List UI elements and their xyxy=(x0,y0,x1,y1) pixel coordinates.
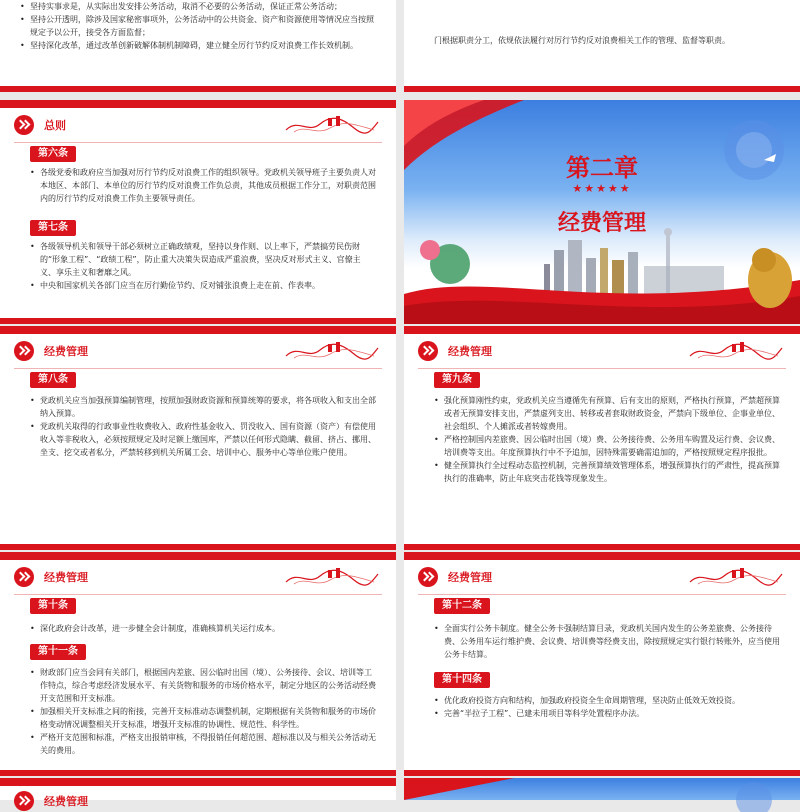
bottom-red-bar xyxy=(0,86,396,92)
slide-article-8 xyxy=(0,326,396,550)
article-list xyxy=(434,694,780,720)
bottom-red-bar xyxy=(404,86,800,92)
bottom-red-bar xyxy=(404,544,800,550)
header-divider xyxy=(14,594,382,595)
slide-general-provisions xyxy=(0,100,396,324)
article-list xyxy=(434,394,780,485)
double-chevron-icon xyxy=(418,567,438,587)
wave-ornament-icon xyxy=(284,114,380,136)
list-item: • 坚持实事求是，从实际出发安排公务活动，取消不必要的公务活动，保证正常公务活动； xyxy=(20,0,380,13)
top-left-list xyxy=(20,0,380,52)
list-item: • 严格开支范围和标准，严格支出报销审核，不得报销任何超范围、超标准以及与相关公务活动无关的费用。 xyxy=(30,731,376,757)
double-chevron-icon xyxy=(14,341,34,361)
top-red-bar xyxy=(0,100,396,108)
slide-header xyxy=(418,566,492,588)
article-list xyxy=(434,622,780,661)
list-item: • 党政机关取得的行政事业性收费收入、政府性基金收入、罚没收入、国有资源（资产）有偿使用收入等非税收入，必须按照规定及时足额上缴国库，严禁以任何形式隐瞒、截留、挤占、挪用、坐支、挖交或者私分，严禁转移到机关所属工会、培训中心、服务中心等单位账户使用。 xyxy=(30,420,376,459)
top-red-bar xyxy=(404,326,800,334)
list-item: • 坚持深化改革，通过改革创新破解体制机制障碍，建立健全厉行节约反对浪费工作长效机制。 xyxy=(20,39,380,52)
chapter-number: 第二章 xyxy=(566,154,638,182)
wave-ornament-icon xyxy=(688,340,784,362)
bottom-red-bar xyxy=(0,318,396,324)
slide-article-12-14 xyxy=(404,552,800,776)
list-item: • 完善“半拉子工程”、已建未用项目等科学处置程序办法。 xyxy=(434,707,780,720)
slide-header xyxy=(14,114,66,136)
list-item: • 加强相关开支标准之间的衔接，完善开支标准动态调整机制，定期根据有关货物和服务的市场价格变动情况调整相关开支标准，增强开支标准的协调性、规范性、科学性。 xyxy=(30,705,376,731)
list-item: • 健全预算执行全过程动态监控机制，完善预算绩效管理体系，增强预算执行的严肃性，提高预算执行的准确率，防止年底突击花钱等现象发生。 xyxy=(434,459,780,485)
bottom-red-bar xyxy=(404,770,800,776)
slide-title: 总则 xyxy=(44,119,66,132)
bottom-red-bar xyxy=(0,770,396,776)
slide-header xyxy=(14,566,88,588)
slide-title: 经费管理 xyxy=(44,571,88,584)
top-right-text: 门根据职责分工，依规依法履行对厉行节约反对浪费相关工作的管理、监督等职责。 xyxy=(434,36,730,45)
article-tag: 第八条 xyxy=(30,372,76,388)
slide-top-left xyxy=(0,0,396,92)
list-item: • 严格控制国内差旅费、因公临时出国（境）费、公务接待费、公务用车购置及运行费、会议费、培训费等支出。年度预算执行中不予追加，因特殊需要确需追加的，严格按照规定程序报批。 xyxy=(434,433,780,459)
top-red-bar xyxy=(0,778,396,786)
slide-article-9 xyxy=(404,326,800,550)
slide-bottom-right xyxy=(404,778,800,800)
top-red-bar xyxy=(404,552,800,560)
wave-ornament-icon xyxy=(284,566,380,588)
slide-top-right xyxy=(404,0,800,92)
chapter-title: 经费管理 xyxy=(557,211,646,236)
slide-article-10-11 xyxy=(0,552,396,776)
list-item: • 坚持公开透明，除涉及国家秘密事项外，公务活动中的公共资金、资产和资源使用等情况应当按照规定予以公开，接受各方面监督； xyxy=(20,13,380,39)
slide-title: 经费管理 xyxy=(448,571,492,584)
header-divider xyxy=(14,142,382,143)
double-chevron-icon xyxy=(14,567,34,587)
slide-header xyxy=(14,340,88,362)
list-item: • 深化政府会计改革，进一步健全会计制度，准确核算机关运行成本。 xyxy=(30,622,376,635)
article-tag: 第十二条 xyxy=(434,598,490,614)
slide-title: 经费管理 xyxy=(44,795,88,808)
article-tag: 第七条 xyxy=(30,220,76,236)
list-item: • 财政部门应当会同有关部门，根据国内差旅、因公临时出国（境）、公务接待、会议、培训等工作特点，综合考虑经济发展水平、有关货物和服务的市场价格水平，制定分地区的公务活动经费开支范围和开支标准。 xyxy=(30,666,376,705)
list-item: • 各级领导机关和领导干部必须树立正确政绩观，坚持以身作则、以上率下，严禁搞劳民伤财的“形象工程”、“政绩工程”，防止重大决策失误造成严重浪费，坚决反对形式主义、官僚主义、享乐主义和奢靡之风。 xyxy=(30,240,376,279)
article-list xyxy=(30,394,376,459)
article-list xyxy=(30,240,376,292)
header-divider xyxy=(418,594,786,595)
bottom-red-bar xyxy=(0,544,396,550)
top-red-bar xyxy=(0,326,396,334)
header-divider xyxy=(418,368,786,369)
slide-header xyxy=(418,340,492,362)
article-list xyxy=(30,166,376,205)
slide-chapter-two xyxy=(404,100,800,324)
double-chevron-icon xyxy=(418,341,438,361)
slide-header xyxy=(14,790,88,812)
wave-ornament-icon xyxy=(284,340,380,362)
article-list xyxy=(30,622,376,635)
double-chevron-icon xyxy=(14,791,34,811)
list-item: • 强化预算刚性约束，党政机关应当遵循先有预算、后有支出的原则，严格执行预算，严禁超预算或者无预算安排支出，严禁虚列支出、转移或者套取财政资金，严禁向下级单位、企事业单位、社会组织、个人摊派或者转嫁费用。 xyxy=(434,394,780,433)
slide-bottom-left xyxy=(0,778,396,808)
article-tag: 第十四条 xyxy=(434,672,490,688)
list-item: • 优化政府投资方向和结构，加强政府投资全生命周期管理，坚决防止低效无效投资。 xyxy=(434,694,780,707)
list-item: • 各级党委和政府应当加强对厉行节约反对浪费工作的组织领导。党政机关领导班子主要负责人对本地区、本部门、本单位的厉行节约反对浪费工作负总责，其他成员根据工作分工，对职责范围内的厉行节约反对浪费工作负主要领导责任。 xyxy=(30,166,376,205)
wave-ornament-icon xyxy=(688,566,784,588)
article-tag: 第六条 xyxy=(30,146,76,162)
double-chevron-icon xyxy=(14,115,34,135)
list-item: • 中央和国家机关各部门应当在厉行勤俭节约、反对铺张浪费上走在前、作表率。 xyxy=(30,279,376,292)
article-tag: 第九条 xyxy=(434,372,480,388)
article-tag: 第十条 xyxy=(30,598,76,614)
header-divider xyxy=(14,368,382,369)
chapter-background-fragment xyxy=(404,778,800,800)
list-item: • 全面实行公务卡制度。健全公务卡强制结算目录，党政机关国内发生的公务差旅费、公务接待费、公务用车运行维护费、会议费、培训费等经费支出，除按照规定实行银行转账外，应当使用公务卡结算。 xyxy=(434,622,780,661)
article-tag: 第十一条 xyxy=(30,644,86,660)
slide-title: 经费管理 xyxy=(44,345,88,358)
slide-title: 经费管理 xyxy=(448,345,492,358)
top-red-bar xyxy=(0,552,396,560)
article-list xyxy=(30,666,376,757)
star-row-icon: ★★★★★ xyxy=(572,182,632,195)
list-item: • 党政机关应当加强预算编制管理，按照加强财政资源和预算统筹的要求，将各项收入和支出全部纳入预算。 xyxy=(30,394,376,420)
